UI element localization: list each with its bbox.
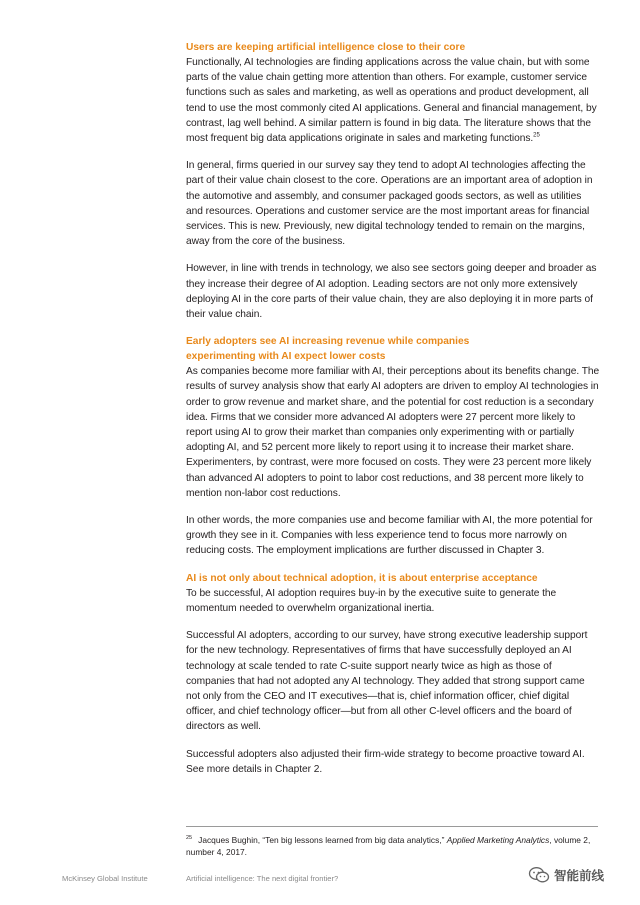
footnote-divider [186, 826, 598, 827]
footnote-text-end: , volume 2, number 4, 2017. [186, 834, 591, 858]
footnote-number: 25 [186, 835, 193, 841]
page-body [186, 40, 600, 789]
footer-report-title: Artificial intelligence: The next digital frontier? [186, 874, 339, 883]
section-enterprise-acceptance [186, 571, 600, 777]
footnote-journal: Applied Marketing Analytics [446, 834, 550, 845]
footnote-text: Jacques Bughin, “Ten big lessons learned from big data analytics,” [198, 834, 447, 845]
paragraph: In general, firms queried in our survey say they tend to adopt AI technologies affecting the part of their value chain closest to the core. Operations are an important area of adoption in the automotive and assembly, and consumer packaged goods sectors, as well as utilities and resources. Operations and customer service are the most important areas for financial services. This is new. Previously, new digital technology tended to remain on the margins, away from the core of the business. [186, 160, 593, 248]
section-heading-line: Early adopters see AI increasing revenue while companies [186, 336, 470, 348]
paragraph [186, 55, 600, 146]
section-early-adopters [186, 334, 600, 558]
section-heading: AI is not only about technical adoption, it is about enterprise acceptance [186, 572, 538, 584]
section-heading [186, 334, 600, 364]
section-heading-line: experimenting with AI expect lower costs [186, 351, 386, 363]
paragraph: Successful adopters also adjusted their firm-wide strategy to become proactive toward AI. See more details in Chapter 2. [186, 748, 585, 775]
paragraph-text: Functionally, AI technologies are finding applications across the value chain, but with some parts of the value chain getting more attention than others. For example, customer service functions such as sales and marketing, as well as operations and product development, all tend to use the most commonly cited AI applications. General and financial management, by contrast, lag well behind. A similar pattern is found in big data. The literature shows that the most frequent big data applications originate in sales and marketing functions. [186, 57, 597, 145]
paragraph: In other words, the more companies use and become familiar with AI, the more potential for growth they see in it. Companies with less experience tend to focus more narrowly on reducing costs. The employment implications are further discussed in Chapter 3. [186, 515, 593, 557]
paragraph: To be successful, AI adoption requires buy-in by the executive suite to generate the momentum needed to overwhelm organizational inertia. [186, 587, 557, 614]
footer-publisher: McKinsey Global Institute [62, 874, 148, 883]
watermark-text: 智能前线 [554, 869, 605, 883]
paragraph: As companies become more familiar with AI, their perceptions about its benefits change. The results of survey analysis show that early AI adopters are driven to employ AI technologies in order to grow revenue and market share, and the potential for cost reduction is a secondary idea. Firms that we consider more advanced AI adopters were 27 percent more likely to report using AI to grow their market than companies only experimenting with or partially adopting AI, and 52 percent more likely to report using it to increase their market share. Experimenters, by contrast, were more focused on costs. They were 23 percent more likely than advanced AI adopters to point to labor cost reductions, and 38 percent more likely to mention non-labor cost reductions. [186, 366, 600, 499]
paragraph: Successful AI adopters, according to our survey, have strong executive leadership support for the new technology. Representatives of firms that have successfully deployed an AI technology at scale tended to rate C-suite support nearly twice as high as those of companies that had not adopted any AI technology. They added that strong support came not only from the CEO and IT executives—that is, chief information officer, chief digital officer, and chief technology officer—but from all other C-level officers and the board of directors as well. [186, 630, 588, 733]
footnote [186, 832, 598, 859]
wechat-icon [528, 866, 550, 884]
paragraph: However, in line with trends in technology, we also see sectors going deeper and broader as they increase their degree of AI adoption. Leading sectors are not only more extensively deploying AI in the core parts of their value chain, they are also deploying it in more parts of their value chain. [186, 263, 597, 321]
footnote-ref: 25 [533, 132, 540, 139]
section-core [186, 40, 600, 322]
section-heading: Users are keeping artificial intelligence close to their core [186, 42, 466, 53]
watermark [528, 866, 604, 884]
